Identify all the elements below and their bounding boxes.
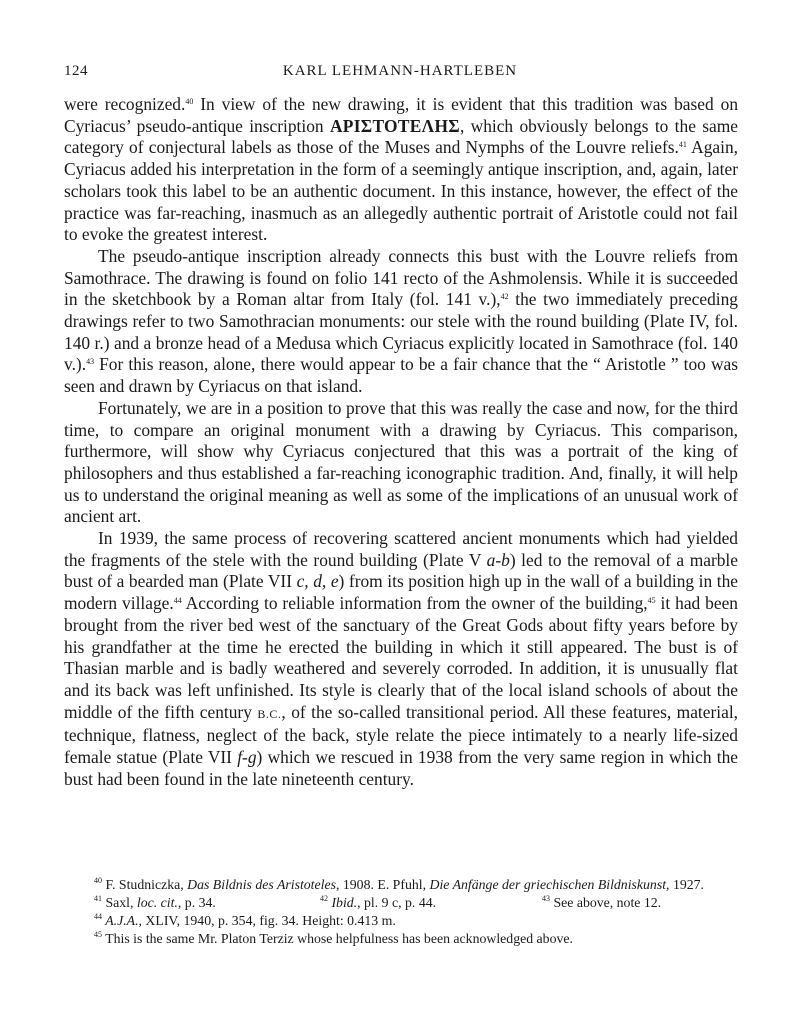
italic-run: a-b bbox=[486, 549, 510, 570]
text-run: , of the so-called transitional period. All these features, material, technique, flatness, neglect of the back, style relate the piece intimately to a nearly life-sized female statue (Plate VII bbox=[64, 701, 739, 768]
italic-run: Ibid. bbox=[328, 895, 358, 911]
footnote-44 bbox=[64, 912, 736, 930]
italic-run: Die Anfänge der griechischen Bildniskunst bbox=[429, 877, 667, 892]
text-run: , XLIV, 1940, p. 354, fig. 34. Height: 0.413 m. bbox=[138, 913, 396, 929]
text-run: the two immediately preceding drawings refer to two Samothracian monuments: our stele with the round building (Plate IV, fol. 140 r.) and a bronze head of a Medusa which Cyriacus explicitly located in Samothrace (fol. 140 v.). bbox=[64, 289, 738, 375]
text-run: , which obviously belongs to the same category of conjectural labels as those of the Muses and Nymphs of the Louvre reliefs. bbox=[64, 115, 738, 158]
footnote-number: 41 bbox=[94, 894, 102, 904]
footnote-41 bbox=[94, 894, 216, 912]
paragraph-2 bbox=[64, 246, 738, 398]
paragraph-4 bbox=[64, 528, 738, 790]
paragraph-1 bbox=[64, 94, 738, 246]
text-run: ) led to the removal of a marble bust of a bearded man (Plate VII bbox=[64, 549, 738, 592]
era-abbreviation: B.C. bbox=[257, 706, 282, 721]
footnotes bbox=[64, 876, 736, 948]
text-run: In 1939, the same process of recovering scattered ancient monuments which had yielded the fragments of the stele with the round building (Plate V bbox=[64, 528, 738, 570]
text-run: For this reason, alone, there would appear to be a fair chance that the “ Aristotle ” too was seen and drawn by Cyriacus on that island. bbox=[64, 354, 738, 397]
text-run: ) which we rescued in 1938 from the very same region in which the bust had been found in the late nineteenth century. bbox=[64, 747, 738, 789]
text-run: See above, note 12. bbox=[550, 895, 662, 911]
footnote-40 bbox=[64, 876, 736, 894]
text-run: , 1908. E. Pfuhl, bbox=[335, 877, 430, 892]
footnote-number: 45 bbox=[94, 930, 102, 940]
footnote-number: 40 bbox=[94, 876, 102, 885]
text-run: According to reliable information from the owner of the building, bbox=[181, 593, 648, 614]
text-run: , p. 34. bbox=[177, 895, 216, 911]
footnote-ref-41: 41 bbox=[678, 140, 687, 150]
body-text bbox=[64, 94, 738, 791]
page-header bbox=[64, 63, 736, 83]
italic-run: loc. cit. bbox=[136, 895, 178, 911]
greek-inscription: ΑΡΙΣΤΟΤΕΛΗΣ bbox=[329, 115, 460, 136]
italic-run: c, d, e bbox=[296, 571, 339, 592]
footnote-row-41-43 bbox=[64, 894, 736, 912]
italic-run: A.J.A. bbox=[102, 913, 139, 929]
footnote-42 bbox=[320, 894, 436, 912]
italic-run: f-g bbox=[237, 747, 257, 768]
text-run: F. Studniczka, bbox=[102, 877, 188, 892]
footnote-ref-42: 42 bbox=[500, 292, 509, 302]
text-run: it had been brought from the river bed west of the sanctuary of the Great Gods about fifty years before by his grandfather at the time he erected the building in which it still appeared. The bust is of Thasian marble and is badly weathered and severely corroded. In addition, it is unusually flat and its back was left unfinished. Its style is clearly that of the local island schools of about the middle of the fifth century bbox=[64, 593, 738, 722]
text-run: This is the same Mr. Platon Terziz whose helpfulness has been acknowledged above. bbox=[102, 931, 573, 947]
text-run: ) from its position high up in the wall of a building in the modern village. bbox=[64, 571, 739, 614]
paragraph-3: Fortunately, we are in a position to prove that this was really the case and now, for the third time, to compare an original monument with a drawing by Cyriacus. This comparison, furthermore, will show why Cyriacus conjectured that this was a portrait of the king of philosophers and thus established a far-reaching iconographic tradition. And, finally, it will help us to understand the original meaning as well as some of the implications of an unusual work of ancient art. bbox=[64, 397, 738, 527]
text-run: , pl. 9 c, p. 44. bbox=[357, 895, 437, 911]
text-run: were recognized. bbox=[64, 94, 186, 114]
italic-run: Das Bildnis des Aristoteles bbox=[187, 877, 336, 892]
page-number: 124 bbox=[64, 63, 88, 79]
footnote-ref-44: 44 bbox=[173, 596, 182, 606]
footnote-number: 44 bbox=[94, 912, 102, 922]
text-run: , 1927. bbox=[666, 877, 704, 892]
footnote-number: 42 bbox=[320, 894, 328, 904]
text-run: Again, Cyriacus added his interpretation in the form of a seemingly antique inscription, and, again, later scholars took this label to be an authentic document. In this instance, however, the effect of the practice was far-reaching, inasmuch as an allegedly authentic portrait of Aristotle could not fail to evoke the greatest interest. bbox=[64, 137, 738, 245]
text-run: In view of the new drawing, it is evident that this tradition was based on Cyriacus’ pseudo-antique inscription bbox=[64, 94, 739, 136]
footnote-ref-40: 40 bbox=[185, 97, 194, 106]
footnote-45 bbox=[64, 930, 736, 948]
footnote-number: 43 bbox=[542, 894, 550, 904]
text-run: The pseudo-antique inscription already connects this bust with the Louvre reliefs from Samothrace. The drawing is found on folio 141 recto of the Ashmolensis. While it is succeeded in the sketchbook by a Roman altar from Italy (fol. 141 v.), bbox=[64, 245, 738, 310]
text-run: Saxl, bbox=[102, 895, 137, 911]
footnote-43 bbox=[542, 894, 661, 912]
footnote-ref-43: 43 bbox=[86, 357, 95, 367]
running-head: KARL LEHMANN-HARTLEBEN bbox=[282, 63, 518, 79]
footnote-ref-45: 45 bbox=[647, 596, 656, 606]
